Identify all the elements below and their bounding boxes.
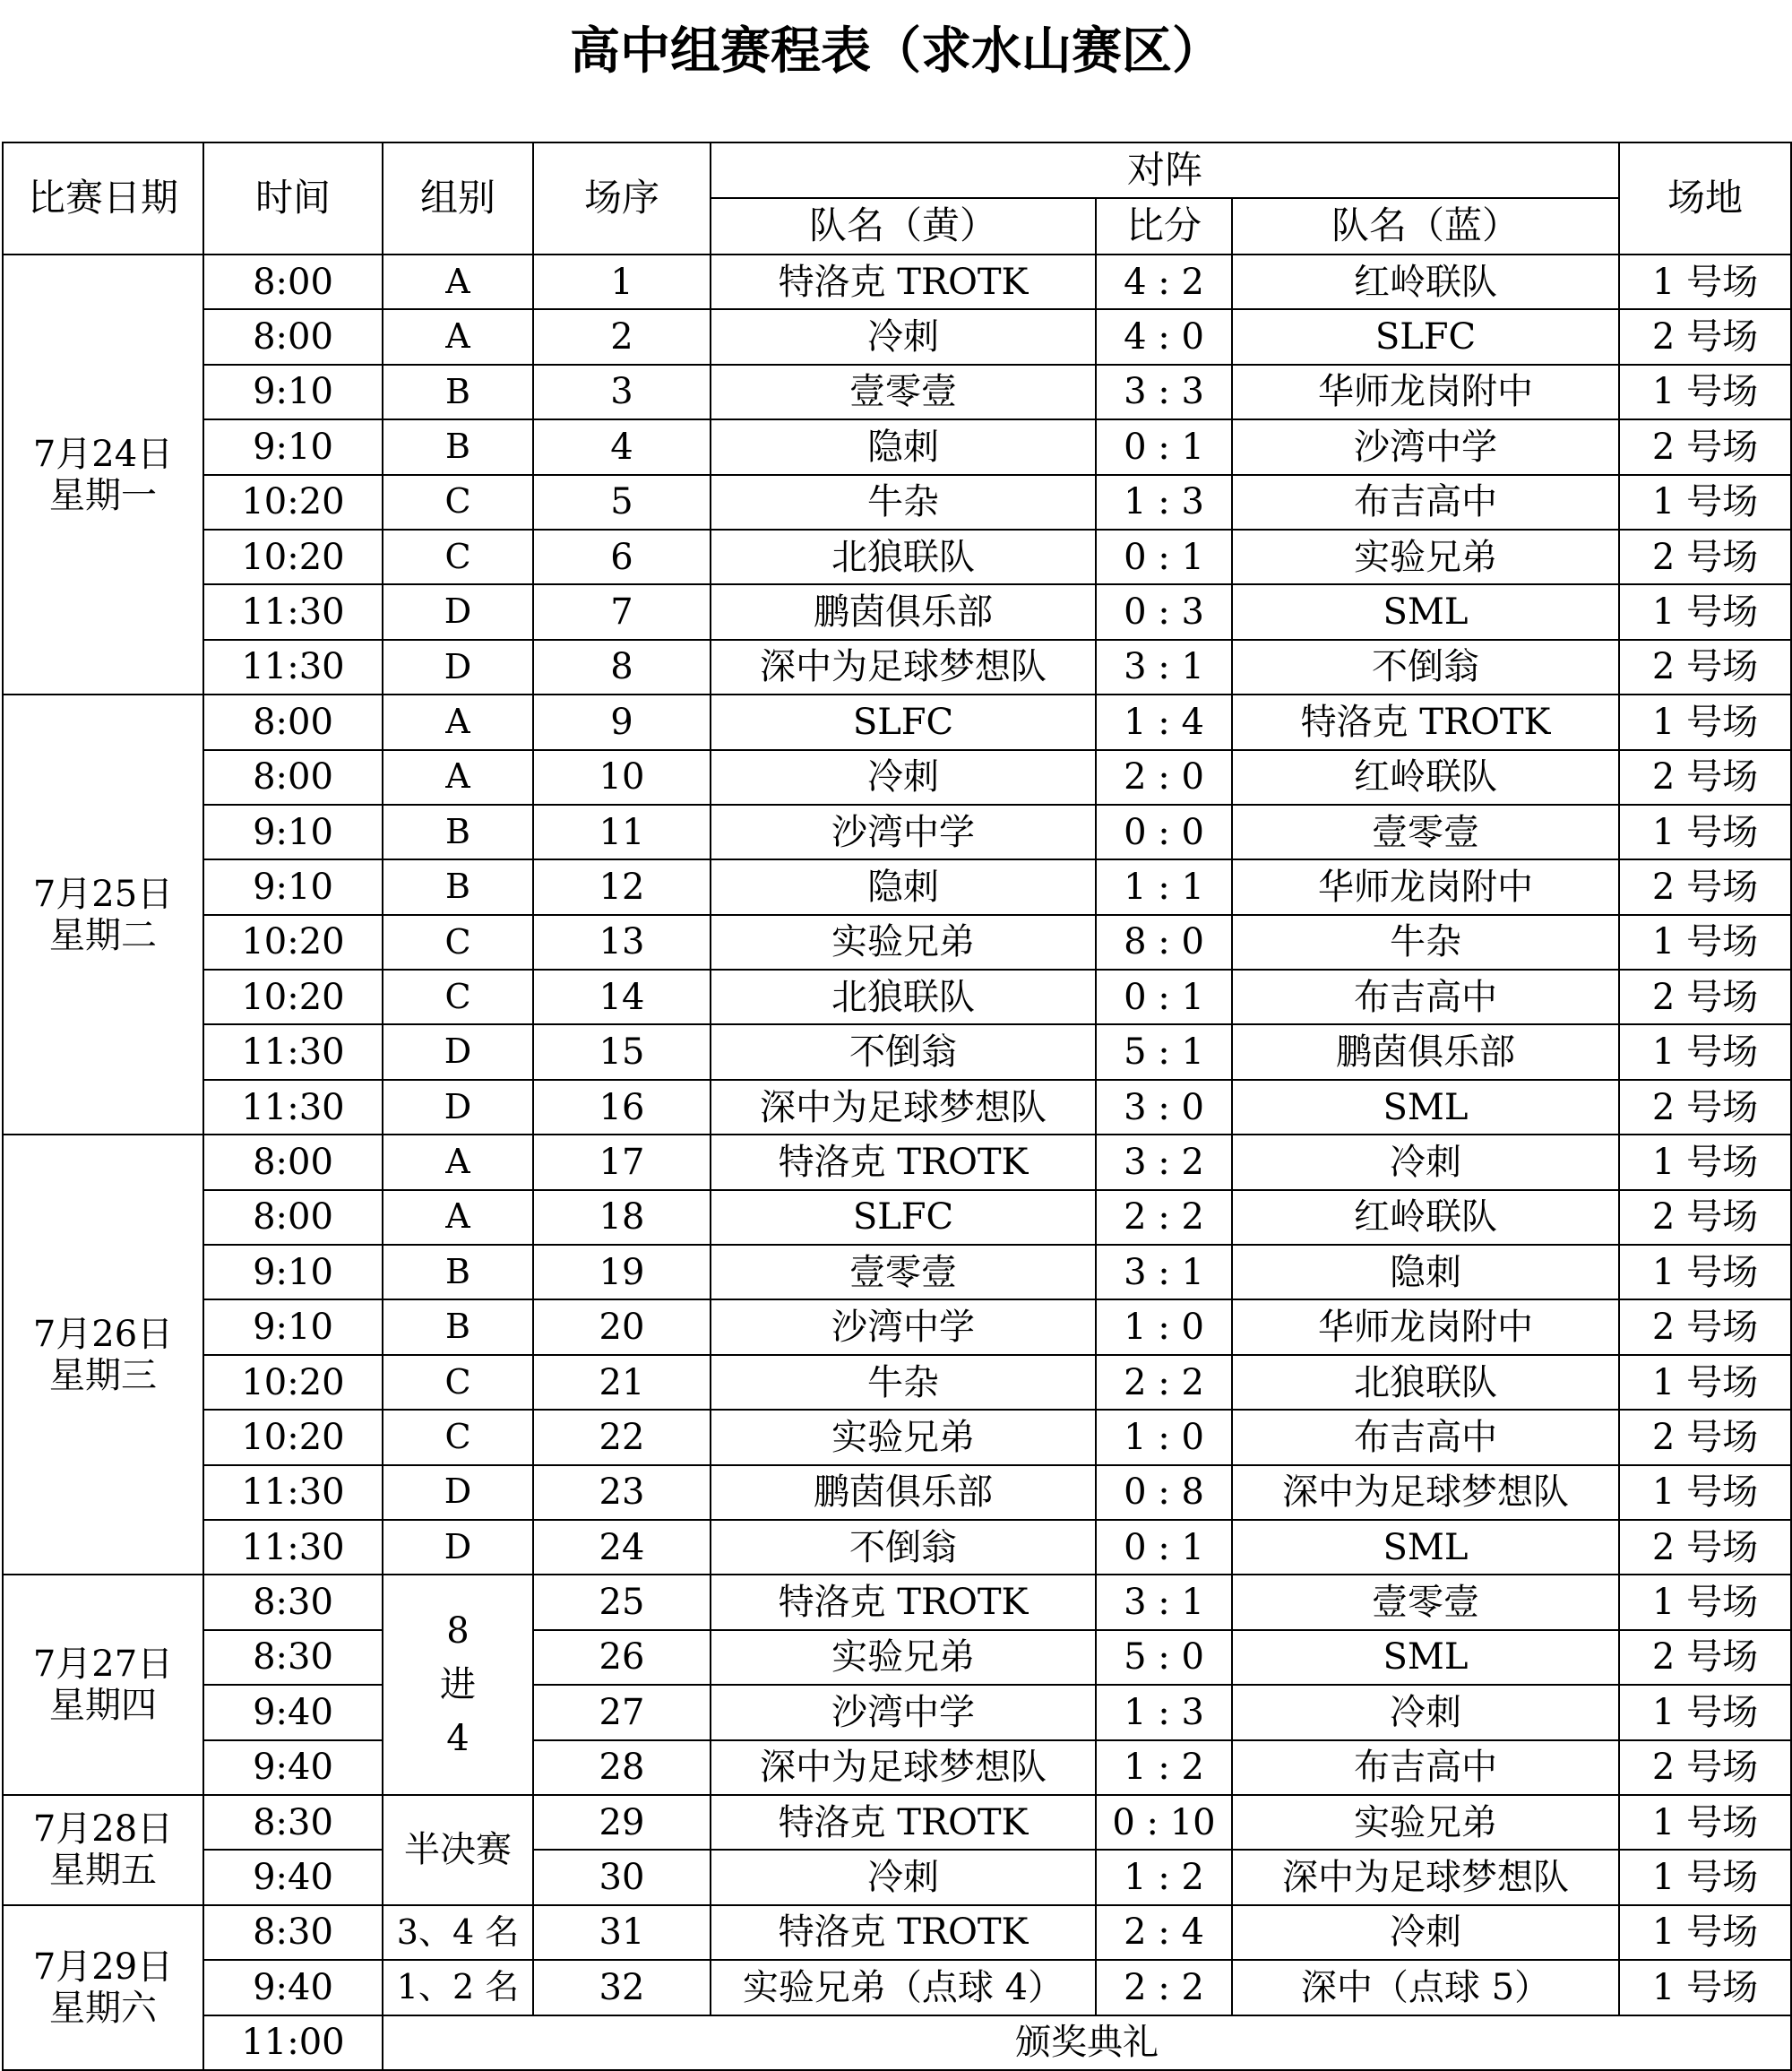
header-venue: 场地 xyxy=(1619,142,1791,255)
match-no-cell: 11 xyxy=(533,805,711,859)
team-blue-cell: 壹零壹 xyxy=(1232,1575,1619,1629)
group-cell: B xyxy=(383,1299,533,1354)
group-cell: A xyxy=(383,750,533,805)
group-cell: B xyxy=(383,1245,533,1299)
team-yellow-cell: 隐刺 xyxy=(711,419,1096,474)
score-cell: 5 : 1 xyxy=(1096,1024,1232,1079)
table-row xyxy=(3,584,1791,639)
venue-cell: 1 号场 xyxy=(1619,1905,1791,1960)
team-yellow-cell: 实验兄弟（点球 4） xyxy=(711,1960,1096,2015)
match-no-cell: 12 xyxy=(533,859,711,914)
match-no-cell: 20 xyxy=(533,1299,711,1354)
venue-cell: 2 号场 xyxy=(1619,640,1791,695)
date-text: 7月24日 xyxy=(32,433,174,475)
team-blue-cell: 特洛克 TROTK xyxy=(1232,695,1619,749)
score-cell: 1 : 2 xyxy=(1096,1740,1232,1795)
match-no-cell: 7 xyxy=(533,584,711,639)
table-row xyxy=(3,419,1791,474)
table-row xyxy=(3,1024,1791,1079)
score-cell: 1 : 4 xyxy=(1096,695,1232,749)
date-text: 7月26日 xyxy=(32,1313,174,1355)
weekday-text: 星期五 xyxy=(49,1850,157,1892)
match-no-cell: 2 xyxy=(533,309,711,364)
match-no-cell: 28 xyxy=(533,1740,711,1795)
team-yellow-cell: 深中为足球梦想队 xyxy=(711,1740,1096,1795)
score-cell: 5 : 0 xyxy=(1096,1630,1232,1685)
team-yellow-cell: 壹零壹 xyxy=(711,1245,1096,1299)
stage-char: 进 xyxy=(440,1664,476,1706)
venue-cell: 1 号场 xyxy=(1619,1135,1791,1189)
team-blue-cell: 冷刺 xyxy=(1232,1905,1619,1960)
time-cell: 8:30 xyxy=(203,1905,383,1960)
team-yellow-cell: 沙湾中学 xyxy=(711,805,1096,859)
group-cell: A xyxy=(383,1135,533,1189)
time-cell: 11:30 xyxy=(203,1024,383,1079)
score-cell: 0 : 1 xyxy=(1096,970,1232,1024)
table-row xyxy=(3,1080,1791,1135)
ceremony-label-cell: 颁奖典礼 xyxy=(383,2015,1791,2070)
venue-cell: 1 号场 xyxy=(1619,1245,1791,1299)
match-no-cell: 17 xyxy=(533,1135,711,1189)
venue-cell: 1 号场 xyxy=(1619,1685,1791,1739)
group-cell: C xyxy=(383,1355,533,1410)
team-yellow-cell: 特洛克 TROTK xyxy=(711,255,1096,309)
match-no-cell: 32 xyxy=(533,1960,711,2015)
venue-cell: 1 号场 xyxy=(1619,1575,1791,1629)
match-no-cell: 10 xyxy=(533,750,711,805)
time-cell: 8:00 xyxy=(203,309,383,364)
team-blue-cell: 壹零壹 xyxy=(1232,805,1619,859)
time-cell: 9:10 xyxy=(203,859,383,914)
table-row xyxy=(3,1520,1791,1575)
header-team-yellow: 队名（黄） xyxy=(711,198,1096,255)
time-cell: 10:20 xyxy=(203,1410,383,1464)
group-cell: D xyxy=(383,584,533,639)
match-no-cell: 13 xyxy=(533,915,711,970)
header-matchup: 对阵 xyxy=(711,142,1619,198)
team-blue-cell: 布吉高中 xyxy=(1232,475,1619,530)
team-blue-cell: 布吉高中 xyxy=(1232,1740,1619,1795)
venue-cell: 2 号场 xyxy=(1619,1410,1791,1464)
venue-cell: 2 号场 xyxy=(1619,859,1791,914)
group-cell: B xyxy=(383,365,533,419)
date-cell xyxy=(3,1575,203,1795)
match-no-cell: 19 xyxy=(533,1245,711,1299)
group-cell: D xyxy=(383,640,533,695)
team-blue-cell: SML xyxy=(1232,1080,1619,1135)
score-cell: 3 : 3 xyxy=(1096,365,1232,419)
date-cell xyxy=(3,695,203,1135)
group-cell: A xyxy=(383,695,533,749)
team-blue-cell: 华师龙岗附中 xyxy=(1232,365,1619,419)
venue-cell: 2 号场 xyxy=(1619,309,1791,364)
table-row xyxy=(3,859,1791,914)
team-yellow-cell: SLFC xyxy=(711,695,1096,749)
venue-cell: 2 号场 xyxy=(1619,750,1791,805)
score-cell: 4 : 0 xyxy=(1096,309,1232,364)
table-row xyxy=(3,1575,1791,1629)
group-cell: C xyxy=(383,915,533,970)
team-blue-cell: SML xyxy=(1232,584,1619,639)
header-match-no: 场序 xyxy=(533,142,711,255)
table-row xyxy=(3,805,1791,859)
group-cell: D xyxy=(383,1465,533,1520)
venue-cell: 1 号场 xyxy=(1619,1850,1791,1904)
team-yellow-cell: 鹏茵俱乐部 xyxy=(711,1465,1096,1520)
team-yellow-cell: 隐刺 xyxy=(711,859,1096,914)
time-cell: 9:40 xyxy=(203,1685,383,1739)
team-blue-cell: 不倒翁 xyxy=(1232,640,1619,695)
table-row xyxy=(3,1905,1791,1960)
group-cell: 3、4 名 xyxy=(383,1905,533,1960)
time-cell: 10:20 xyxy=(203,475,383,530)
team-blue-cell: 隐刺 xyxy=(1232,1245,1619,1299)
score-cell: 3 : 1 xyxy=(1096,1245,1232,1299)
match-no-cell: 22 xyxy=(533,1410,711,1464)
score-cell: 2 : 2 xyxy=(1096,1960,1232,2015)
time-cell: 9:10 xyxy=(203,1299,383,1354)
date-cell xyxy=(3,1135,203,1575)
match-no-cell: 23 xyxy=(533,1465,711,1520)
group-cell: A xyxy=(383,1190,533,1245)
table-row xyxy=(3,1740,1791,1795)
weekday-text: 星期二 xyxy=(49,914,157,956)
table-row xyxy=(3,365,1791,419)
stage-char: 4 xyxy=(446,1718,470,1760)
time-cell: 8:00 xyxy=(203,1135,383,1189)
team-yellow-cell: 沙湾中学 xyxy=(711,1299,1096,1354)
venue-cell: 1 号场 xyxy=(1619,1465,1791,1520)
schedule-body xyxy=(3,255,1791,2070)
time-cell: 11:30 xyxy=(203,1520,383,1575)
team-yellow-cell: 实验兄弟 xyxy=(711,1630,1096,1685)
team-blue-cell: 实验兄弟 xyxy=(1232,1795,1619,1850)
score-cell: 3 : 0 xyxy=(1096,1080,1232,1135)
stage-char: 8 xyxy=(446,1610,470,1652)
team-yellow-cell: 实验兄弟 xyxy=(711,915,1096,970)
time-cell: 8:00 xyxy=(203,1190,383,1245)
table-row xyxy=(3,1135,1791,1189)
team-yellow-cell: 深中为足球梦想队 xyxy=(711,1080,1096,1135)
time-cell: 9:10 xyxy=(203,419,383,474)
team-blue-cell: 沙湾中学 xyxy=(1232,419,1619,474)
score-cell: 3 : 1 xyxy=(1096,640,1232,695)
score-cell: 0 : 8 xyxy=(1096,1465,1232,1520)
match-no-cell: 21 xyxy=(533,1355,711,1410)
team-yellow-cell: 特洛克 TROTK xyxy=(711,1905,1096,1960)
match-no-cell: 30 xyxy=(533,1850,711,1904)
team-yellow-cell: 北狼联队 xyxy=(711,970,1096,1024)
header-group: 组别 xyxy=(383,142,533,255)
table-row xyxy=(3,1355,1791,1410)
header-date: 比赛日期 xyxy=(3,142,203,255)
venue-cell: 2 号场 xyxy=(1619,970,1791,1024)
match-no-cell: 8 xyxy=(533,640,711,695)
team-yellow-cell: 冷刺 xyxy=(711,1850,1096,1904)
match-no-cell: 5 xyxy=(533,475,711,530)
stage-cell xyxy=(383,1575,533,1795)
date-text: 7月28日 xyxy=(32,1808,174,1851)
score-cell: 3 : 1 xyxy=(1096,1575,1232,1629)
team-blue-cell: 华师龙岗附中 xyxy=(1232,1299,1619,1354)
match-no-cell: 3 xyxy=(533,365,711,419)
team-blue-cell: SML xyxy=(1232,1630,1619,1685)
venue-cell: 1 号场 xyxy=(1619,584,1791,639)
table-row xyxy=(3,1245,1791,1299)
page-title: 高中组赛程表（求水山赛区） xyxy=(570,22,1222,81)
time-cell: 8:00 xyxy=(203,750,383,805)
team-yellow-cell: 北狼联队 xyxy=(711,530,1096,584)
group-cell: C xyxy=(383,970,533,1024)
team-yellow-cell: 牛杂 xyxy=(711,475,1096,530)
venue-cell: 2 号场 xyxy=(1619,1299,1791,1354)
time-cell: 10:20 xyxy=(203,970,383,1024)
team-yellow-cell: 特洛克 TROTK xyxy=(711,1575,1096,1629)
score-cell: 1 : 0 xyxy=(1096,1299,1232,1354)
match-no-cell: 25 xyxy=(533,1575,711,1629)
team-yellow-cell: 实验兄弟 xyxy=(711,1410,1096,1464)
weekday-text: 星期六 xyxy=(49,1987,157,2029)
venue-cell: 1 号场 xyxy=(1619,475,1791,530)
header-time: 时间 xyxy=(203,142,383,255)
team-blue-cell: 深中为足球梦想队 xyxy=(1232,1465,1619,1520)
match-no-cell: 24 xyxy=(533,1520,711,1575)
team-yellow-cell: 鹏茵俱乐部 xyxy=(711,584,1096,639)
venue-cell: 1 号场 xyxy=(1619,1355,1791,1410)
time-cell: 8:00 xyxy=(203,695,383,749)
header-team-blue: 队名（蓝） xyxy=(1232,198,1619,255)
team-yellow-cell: 冷刺 xyxy=(711,750,1096,805)
table-row xyxy=(3,750,1791,805)
time-cell: 10:20 xyxy=(203,915,383,970)
group-cell: 1、2 名 xyxy=(383,1960,533,2015)
table-row xyxy=(3,1190,1791,1245)
schedule-table xyxy=(2,142,1792,2071)
table-row xyxy=(3,1795,1791,1850)
team-blue-cell: 布吉高中 xyxy=(1232,970,1619,1024)
team-yellow-cell: 特洛克 TROTK xyxy=(711,1135,1096,1189)
score-cell: 0 : 3 xyxy=(1096,584,1232,639)
venue-cell: 2 号场 xyxy=(1619,1630,1791,1685)
team-blue-cell: SML xyxy=(1232,1520,1619,1575)
match-no-cell: 27 xyxy=(533,1685,711,1739)
team-blue-cell: 鹏茵俱乐部 xyxy=(1232,1024,1619,1079)
match-no-cell: 31 xyxy=(533,1905,711,1960)
table-row xyxy=(3,1850,1791,1904)
team-yellow-cell: 不倒翁 xyxy=(711,1520,1096,1575)
venue-cell: 1 号场 xyxy=(1619,255,1791,309)
venue-cell: 2 号场 xyxy=(1619,1520,1791,1575)
match-no-cell: 18 xyxy=(533,1190,711,1245)
table-row xyxy=(3,640,1791,695)
table-row xyxy=(3,915,1791,970)
team-blue-cell: SLFC xyxy=(1232,309,1619,364)
venue-cell: 1 号场 xyxy=(1619,915,1791,970)
ceremony-time-cell: 11:00 xyxy=(203,2015,383,2070)
score-cell: 0 : 10 xyxy=(1096,1795,1232,1850)
team-blue-cell: 冷刺 xyxy=(1232,1135,1619,1189)
venue-cell: 1 号场 xyxy=(1619,805,1791,859)
venue-cell: 2 号场 xyxy=(1619,1740,1791,1795)
match-no-cell: 6 xyxy=(533,530,711,584)
table-row xyxy=(3,530,1791,584)
time-cell: 9:40 xyxy=(203,1960,383,2015)
venue-cell: 2 号场 xyxy=(1619,1080,1791,1135)
time-cell: 8:30 xyxy=(203,1795,383,1850)
score-cell: 0 : 0 xyxy=(1096,805,1232,859)
score-cell: 0 : 1 xyxy=(1096,1520,1232,1575)
table-row xyxy=(3,1299,1791,1354)
match-no-cell: 14 xyxy=(533,970,711,1024)
team-blue-cell: 红岭联队 xyxy=(1232,750,1619,805)
match-no-cell: 29 xyxy=(533,1795,711,1850)
team-yellow-cell: 深中为足球梦想队 xyxy=(711,640,1096,695)
team-blue-cell: 华师龙岗附中 xyxy=(1232,859,1619,914)
team-blue-cell: 红岭联队 xyxy=(1232,1190,1619,1245)
team-blue-cell: 布吉高中 xyxy=(1232,1410,1619,1464)
date-cell xyxy=(3,255,203,695)
score-cell: 0 : 1 xyxy=(1096,419,1232,474)
table-row xyxy=(3,1410,1791,1464)
group-cell: B xyxy=(383,419,533,474)
venue-cell: 2 号场 xyxy=(1619,530,1791,584)
score-cell: 1 : 3 xyxy=(1096,1685,1232,1739)
time-cell: 9:40 xyxy=(203,1740,383,1795)
match-no-cell: 16 xyxy=(533,1080,711,1135)
table-header xyxy=(3,142,1791,255)
date-text: 7月27日 xyxy=(32,1644,174,1686)
table-row xyxy=(3,1465,1791,1520)
group-cell: C xyxy=(383,475,533,530)
group-cell: B xyxy=(383,805,533,859)
group-cell: B xyxy=(383,859,533,914)
table-row xyxy=(3,1960,1791,2015)
team-blue-cell: 北狼联队 xyxy=(1232,1355,1619,1410)
team-blue-cell: 红岭联队 xyxy=(1232,255,1619,309)
table-row xyxy=(3,309,1791,364)
date-cell xyxy=(3,1795,203,1905)
team-blue-cell: 冷刺 xyxy=(1232,1685,1619,1739)
team-blue-cell: 深中为足球梦想队 xyxy=(1232,1850,1619,1904)
score-cell: 1 : 3 xyxy=(1096,475,1232,530)
match-no-cell: 1 xyxy=(533,255,711,309)
time-cell: 9:10 xyxy=(203,805,383,859)
date-text: 7月29日 xyxy=(32,1946,174,1988)
venue-cell: 1 号场 xyxy=(1619,1795,1791,1850)
table-row xyxy=(3,1685,1791,1739)
group-cell: A xyxy=(383,309,533,364)
venue-cell: 1 号场 xyxy=(1619,365,1791,419)
team-blue-cell: 深中（点球 5） xyxy=(1232,1960,1619,2015)
time-cell: 8:00 xyxy=(203,255,383,309)
team-yellow-cell: 沙湾中学 xyxy=(711,1685,1096,1739)
score-cell: 3 : 2 xyxy=(1096,1135,1232,1189)
team-yellow-cell: 不倒翁 xyxy=(711,1024,1096,1079)
weekday-text: 星期四 xyxy=(49,1685,157,1727)
table-row xyxy=(3,695,1791,749)
score-cell: 1 : 2 xyxy=(1096,1850,1232,1904)
group-cell: A xyxy=(383,255,533,309)
venue-cell: 1 号场 xyxy=(1619,1960,1791,2015)
group-cell: D xyxy=(383,1080,533,1135)
group-cell: D xyxy=(383,1024,533,1079)
header-score: 比分 xyxy=(1096,198,1232,255)
date-text: 7月25日 xyxy=(32,873,174,915)
match-no-cell: 9 xyxy=(533,695,711,749)
team-blue-cell: 实验兄弟 xyxy=(1232,530,1619,584)
team-yellow-cell: 壹零壹 xyxy=(711,365,1096,419)
score-cell: 1 : 1 xyxy=(1096,859,1232,914)
ceremony-row xyxy=(3,2015,1791,2070)
score-cell: 1 : 0 xyxy=(1096,1410,1232,1464)
time-cell: 11:30 xyxy=(203,1465,383,1520)
score-cell: 2 : 2 xyxy=(1096,1355,1232,1410)
team-yellow-cell: 冷刺 xyxy=(711,309,1096,364)
team-yellow-cell: 牛杂 xyxy=(711,1355,1096,1410)
match-no-cell: 4 xyxy=(533,419,711,474)
time-cell: 11:30 xyxy=(203,1080,383,1135)
time-cell: 11:30 xyxy=(203,584,383,639)
weekday-text: 星期三 xyxy=(49,1354,157,1396)
team-yellow-cell: SLFC xyxy=(711,1190,1096,1245)
group-cell: C xyxy=(383,530,533,584)
stage-cell: 半决赛 xyxy=(383,1795,533,1905)
table-row xyxy=(3,255,1791,309)
team-blue-cell: 牛杂 xyxy=(1232,915,1619,970)
group-cell: D xyxy=(383,1520,533,1575)
time-cell: 10:20 xyxy=(203,1355,383,1410)
time-cell: 8:30 xyxy=(203,1630,383,1685)
time-cell: 9:40 xyxy=(203,1850,383,1904)
score-cell: 8 : 0 xyxy=(1096,915,1232,970)
venue-cell: 1 号场 xyxy=(1619,695,1791,749)
table-row xyxy=(3,1630,1791,1685)
score-cell: 2 : 0 xyxy=(1096,750,1232,805)
venue-cell: 2 号场 xyxy=(1619,1190,1791,1245)
table-row xyxy=(3,970,1791,1024)
time-cell: 11:30 xyxy=(203,640,383,695)
time-cell: 9:10 xyxy=(203,365,383,419)
team-yellow-cell: 特洛克 TROTK xyxy=(711,1795,1096,1850)
table-row xyxy=(3,475,1791,530)
match-no-cell: 15 xyxy=(533,1024,711,1079)
time-cell: 10:20 xyxy=(203,530,383,584)
weekday-text: 星期一 xyxy=(49,474,157,516)
score-cell: 2 : 2 xyxy=(1096,1190,1232,1245)
venue-cell: 1 号场 xyxy=(1619,1024,1791,1079)
score-cell: 2 : 4 xyxy=(1096,1905,1232,1960)
score-cell: 4 : 2 xyxy=(1096,255,1232,309)
match-no-cell: 26 xyxy=(533,1630,711,1685)
group-cell: C xyxy=(383,1410,533,1464)
time-cell: 9:10 xyxy=(203,1245,383,1299)
time-cell: 8:30 xyxy=(203,1575,383,1629)
score-cell: 0 : 1 xyxy=(1096,530,1232,584)
date-cell xyxy=(3,1905,203,2070)
venue-cell: 2 号场 xyxy=(1619,419,1791,474)
